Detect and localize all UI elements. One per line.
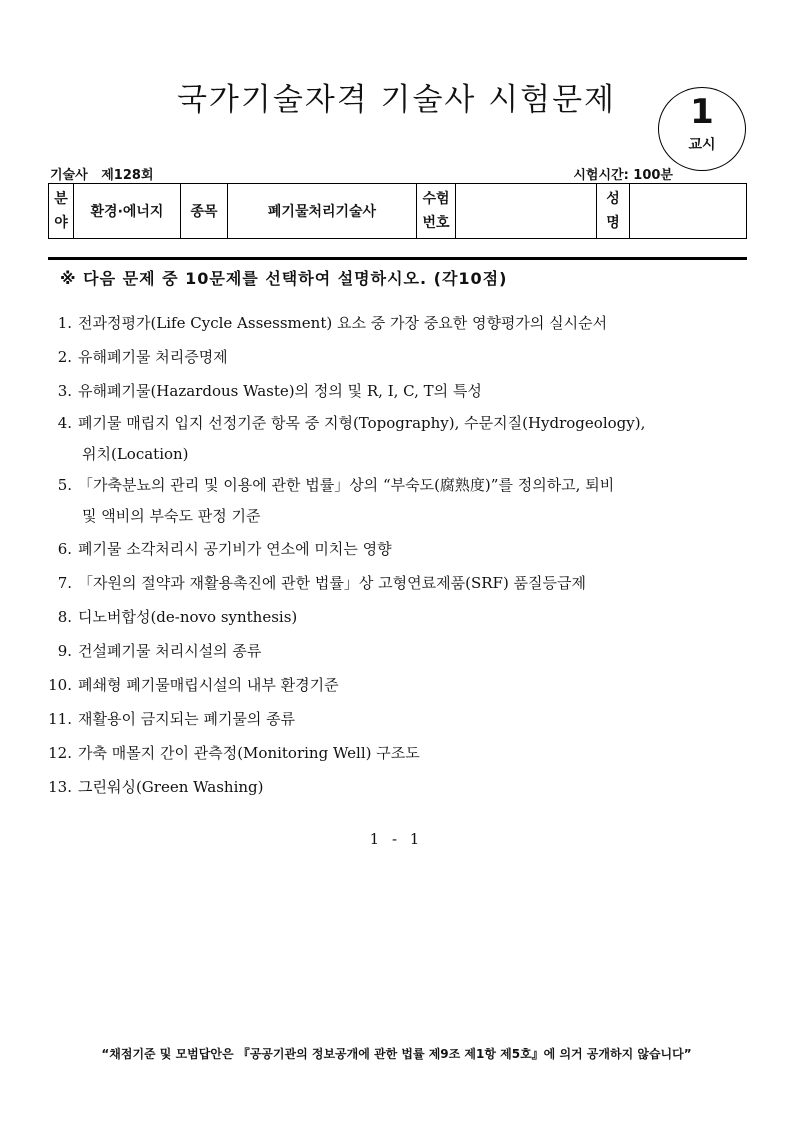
question-list <box>0 306 793 804</box>
instruction: ※ 다음 문제 중 10문제를 선택하여 설명하시오. (각10점) <box>60 269 508 288</box>
info-table <box>48 183 747 239</box>
question-item <box>0 702 793 736</box>
question-number: 5. <box>57 476 72 494</box>
question-item <box>0 736 793 770</box>
question-number: 8. <box>57 608 72 626</box>
question-text: 유해폐기물(Hazardous Waste)의 정의 및 R, I, C, T의 특성 <box>78 382 482 400</box>
question-number: 9. <box>57 642 72 660</box>
question-item <box>0 668 793 702</box>
question-item <box>0 374 793 408</box>
name-label: 성 명 <box>597 184 630 239</box>
question-text: 재활용이 금지되는 폐기물의 종류 <box>78 710 296 728</box>
page-title: 국가기술자격 기술사 시험문제 <box>176 82 616 118</box>
question-text: 가축 매몰지 간이 관측정(Monitoring Well) 구조도 <box>78 744 420 762</box>
name-field[interactable] <box>630 184 747 239</box>
field-value: 환경·에너지 <box>74 184 181 239</box>
item-label: 종목 <box>181 184 228 239</box>
question-text: 전과정평가(Life Cycle Assessment) 요소 중 가장 중요한 영향평가의 실시순서 <box>78 314 608 332</box>
question-item <box>0 600 793 634</box>
question-item <box>0 532 793 566</box>
question-text-continued: 위치(Location) <box>82 445 189 463</box>
question-text: 디노버합성(de-novo synthesis) <box>78 608 298 626</box>
item-value: 폐기물처리기술사 <box>228 184 417 239</box>
exam-time: 시험시간: 100분 <box>573 168 673 183</box>
question-text: 폐기물 소각처리시 공기비가 연소에 미치는 영향 <box>78 540 392 558</box>
divider <box>48 257 747 260</box>
question-number: 1. <box>57 314 72 332</box>
question-text: 그린워싱(Green Washing) <box>78 778 264 796</box>
question-text: 유해폐기물 처리증명제 <box>78 348 228 366</box>
question-number: 11. <box>48 710 72 728</box>
page-number: 1 - 1 <box>369 830 424 848</box>
session-badge <box>658 87 746 171</box>
question-number: 7. <box>57 574 72 592</box>
question-item <box>0 340 793 374</box>
question-text-continued: 및 액비의 부숙도 판정 기준 <box>82 507 261 525</box>
question-text: 건설폐기물 처리시설의 종류 <box>78 642 262 660</box>
session-number: 1 <box>690 92 714 132</box>
question-number: 10. <box>48 676 72 694</box>
question-number: 13. <box>48 778 72 796</box>
question-item <box>0 634 793 668</box>
question-number: 12. <box>48 744 72 762</box>
exam-round: 기술사 제128회 <box>50 168 154 183</box>
question-number: 6. <box>57 540 72 558</box>
exam-number-field[interactable] <box>456 184 597 239</box>
question-number: 4. <box>57 414 72 432</box>
question-text: 폐쇄형 폐기물매립시설의 내부 환경기준 <box>78 676 339 694</box>
question-number: 2. <box>57 348 72 366</box>
question-text: 「자원의 절약과 재활용촉진에 관한 법률」상 고형연료제품(SRF) 품질등급제 <box>78 574 587 592</box>
question-item <box>0 770 793 804</box>
question-item <box>0 408 793 470</box>
question-text: 「가축분뇨의 관리 및 이용에 관한 법률」상의 “부숙도(腐熟度)”를 정의하고, 퇴비 <box>78 476 615 494</box>
question-text: 폐기물 매립지 입지 선정기준 항목 중 지형(Topography), 수문지질(Hydrogeology), <box>78 414 646 432</box>
question-number: 3. <box>57 382 72 400</box>
question-item <box>0 470 793 532</box>
field-label: 분 야 <box>49 184 74 239</box>
question-item <box>0 306 793 340</box>
question-item <box>0 566 793 600</box>
disclosure-notice: “채점기준 및 모범답안은 『공공기관의 정보공개에 관한 법률 제9조 제1항 제5호』에 의거 공개하지 않습니다” <box>101 1047 692 1061</box>
exam-number-label: 수험 번호 <box>417 184 456 239</box>
session-label: 교시 <box>688 137 716 153</box>
